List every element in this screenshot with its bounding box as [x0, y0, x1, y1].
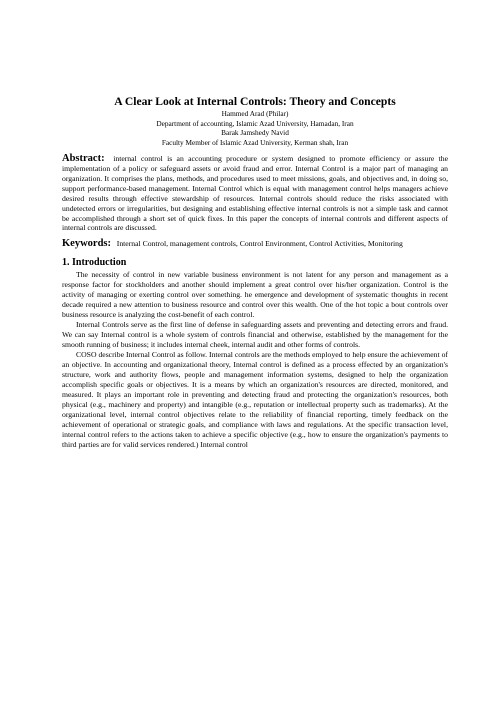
keywords: Keywords: Internal Control, management controls, Control Environment, Control Activities, Monitoring: [62, 238, 403, 250]
abstract-label: Abstract: [62, 152, 102, 164]
paper-title: A Clear Look at Internal Controls: Theory and Concepts: [114, 95, 396, 108]
body-paragraph: COSO describe Internal Control as follow. Internal controls are the methods employed to help ensure the achievement of an objective. In accounting and organizational theory, Internal control is defined as a process effected by an organization's structure, work and authority flows, people and management information systems, designed to help the organization accomplish specific goals or objectives. It is a means by which an organization's resources are directed, monitored, and measured. It plays an important role in preventing and detecting fraud and protecting the organization's resources, both physical (e.g., machinery and property) and intangible (e.g., reputation or intellectual property such as trademarks). At the organizational level, internal control objectives relate to the reliability of financial reporting, timely feedback on the achievement of operational or strategic goals, and compliance with laws and regulations. At the specific transaction level, internal control refers to the actions taken to achieve a specific objective (e.g., how to ensure the organization's payments to third parties are for valid services rendered.) Internal control: [62, 350, 448, 449]
paper-body: [62, 95, 448, 450]
author-block: [62, 109, 448, 148]
abstract-text: internal control is an accounting procedure or system designed to promote efficiency or assure the implementation of a policy or safeguard assets or avoid fraud and error. Internal Control is a major part of managing an organization. It comprises the plans, methods, and procedures used to meet missions, goals, and objectives and, in doing so, support performance-based management. Internal Control which is equal with management control helps managers achieve desired results through effective stewardship of resources. Internal controls should reduce the risks associated with undetected errors or irregularities, but designing and establishing effective internal controls is not a simple task and cannot be accomplished through a short set of quick fixes. In this paper the concepts of internal controls and different aspects of internal controls are discussed.: [62, 153, 449, 233]
keywords-label: Keywords: [62, 238, 108, 250]
abstract: Abstract: internal control is an accounting procedure or system designed to promote efficiency or assure the implementation of a policy or safeguard assets or avoid fraud and error. Internal Control is a major part of managing an organization. It comprises the plans, methods, and procedures used to meet missions, goals, and objectives and, in doing so, support performance-based management. Internal Control which is equal with management control helps managers achieve desired results through effective stewardship of resources. Internal controls should reduce the risks associated with undetected errors or irregularities, but designing and establishing effective internal controls is not a simple task and cannot be accomplished through a short set of quick fixes. In this paper the concepts of internal controls and different aspects of internal controls are discussed.: [62, 152, 449, 233]
author-affiliation: Department of accounting, Islamic Azad University, Hamadan, Iran: [156, 118, 354, 128]
author-name: Hammed Arad (Philar): [221, 109, 289, 118]
keywords-text: Internal Control, management controls, Control Environment, Control Activities, Monitoring: [116, 239, 403, 249]
author-affiliation: Faculty Member of Islamic Azad University, Kerman shah, Iran: [161, 138, 349, 148]
section-heading: 1. Introduction: [62, 257, 127, 269]
body-paragraph: Internal Controls serve as the first line of defense in safeguarding assets and preventing and detecting errors and fraud. We can say Internal control is a whole system of controls financial and otherwise, established by the management for the smooth running of business; it includes internal cheek, internal audit and other forms of controls.: [62, 320, 448, 350]
author-name: Barak Jamshedy Navid: [221, 128, 289, 138]
body-paragraph: The necessity of control in new variable business environment is not latent for any person and management as a response factor for stockholders and another should implement a great control over his/her organization. Control is the activity of managing or exerting control over something. he emergence and development of systematic thoughts in recent decade required a new attention to business resource and control over this wealth. One of the hot topic a bout controls over business resource is analyzing the cost-benefit of each control.: [62, 270, 448, 320]
